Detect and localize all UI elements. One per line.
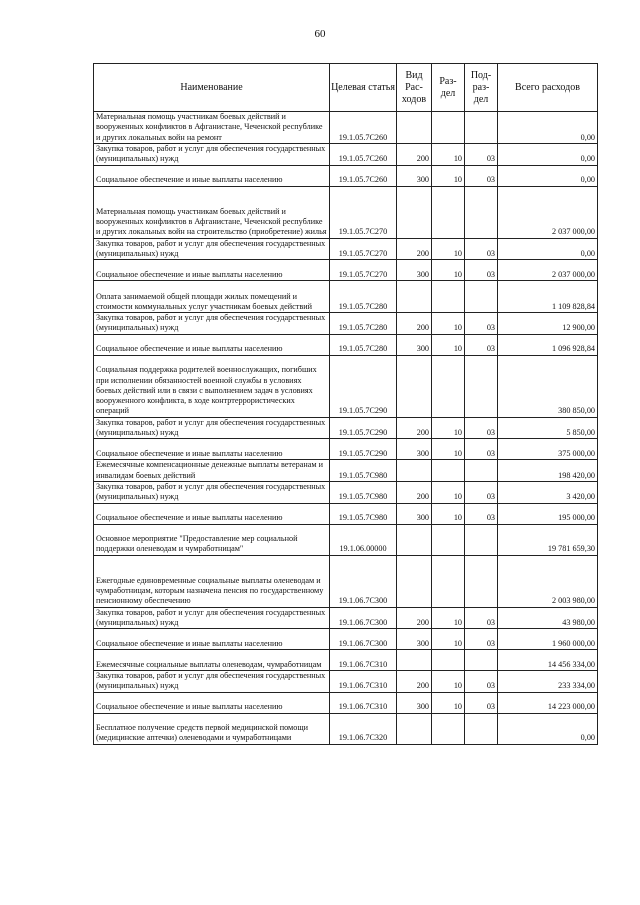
cell-section	[432, 524, 465, 555]
table-row	[94, 629, 598, 650]
cell-subsection: 03	[465, 313, 498, 335]
cell-target-article: 19.1.05.7С280	[330, 281, 397, 313]
cell-total: 1 109 828,84	[498, 281, 598, 313]
cell-expense-type	[397, 650, 432, 671]
cell-subsection	[465, 460, 498, 482]
cell-section: 10	[432, 692, 465, 713]
cell-target-article: 19.1.05.7С290	[330, 439, 397, 460]
cell-total: 233 334,00	[498, 671, 598, 693]
cell-target-article: 19.1.06.7С310	[330, 692, 397, 713]
cell-expense-type	[397, 555, 432, 607]
cell-expense-type: 200	[397, 671, 432, 693]
cell-target-article: 19.1.05.7С260	[330, 144, 397, 166]
cell-target-article: 19.1.05.7С980	[330, 503, 397, 524]
cell-expense-type: 200	[397, 481, 432, 503]
cell-total: 1 096 928,84	[498, 334, 598, 355]
cell-target-article: 19.1.06.7С300	[330, 555, 397, 607]
cell-section: 10	[432, 334, 465, 355]
cell-section	[432, 112, 465, 144]
cell-name: Социальное обеспечение и иные выплаты населению	[94, 334, 330, 355]
cell-section	[432, 460, 465, 482]
cell-section: 10	[432, 439, 465, 460]
header-section: Раз- дел	[432, 64, 465, 112]
table-row	[94, 313, 598, 335]
cell-total: 2 037 000,00	[498, 260, 598, 281]
cell-name: Закупка товаров, работ и услуг для обеспечения государственных (муниципальных) нужд	[94, 238, 330, 260]
table-row	[94, 417, 598, 439]
cell-section: 10	[432, 417, 465, 439]
cell-subsection: 03	[465, 503, 498, 524]
cell-subsection	[465, 186, 498, 238]
cell-name: Материальная помощь участникам боевых действий и вооруженных конфликтов в Афганистане, Чеченской республике и других локальных войн на строительство (приобретение) жилья	[94, 186, 330, 238]
cell-expense-type	[397, 460, 432, 482]
cell-name: Закупка товаров, работ и услуг для обеспечения государственных (муниципальных) нужд	[94, 671, 330, 693]
header-target-article: Целевая статья	[330, 64, 397, 112]
cell-target-article: 19.1.06.7С300	[330, 607, 397, 629]
cell-expense-type: 300	[397, 629, 432, 650]
cell-name: Ежегодные единовременные социальные выплаты оленеводам и чумработницам, которым назначена пенсия по государственному пенсионному обеспечению	[94, 555, 330, 607]
cell-section	[432, 555, 465, 607]
cell-target-article: 19.1.05.7С260	[330, 165, 397, 186]
cell-expense-type	[397, 524, 432, 555]
cell-total: 12 900,00	[498, 313, 598, 335]
cell-section	[432, 713, 465, 744]
cell-total: 0,00	[498, 713, 598, 744]
cell-subsection: 03	[465, 439, 498, 460]
cell-subsection: 03	[465, 629, 498, 650]
cell-subsection	[465, 555, 498, 607]
cell-subsection: 03	[465, 238, 498, 260]
cell-name: Оплата занимаемой общей площади жилых помещений и стоимости коммунальных услуг участникам боевых действий	[94, 281, 330, 313]
cell-section	[432, 186, 465, 238]
cell-name: Социальное обеспечение и иные выплаты населению	[94, 629, 330, 650]
cell-expense-type: 300	[397, 503, 432, 524]
cell-expense-type	[397, 355, 432, 417]
cell-subsection: 03	[465, 417, 498, 439]
cell-section: 10	[432, 144, 465, 166]
cell-subsection	[465, 713, 498, 744]
cell-section: 10	[432, 260, 465, 281]
table-row	[94, 692, 598, 713]
cell-target-article: 19.1.05.7С290	[330, 355, 397, 417]
table-row	[94, 112, 598, 144]
table-row	[94, 334, 598, 355]
cell-name: Ежемесячные социальные выплаты оленеводам, чумработницам	[94, 650, 330, 671]
cell-subsection	[465, 524, 498, 555]
cell-section: 10	[432, 313, 465, 335]
cell-section	[432, 650, 465, 671]
cell-total: 2 003 980,00	[498, 555, 598, 607]
cell-total: 380 850,00	[498, 355, 598, 417]
cell-name: Закупка товаров, работ и услуг для обеспечения государственных (муниципальных) нужд	[94, 144, 330, 166]
table-row	[94, 524, 598, 555]
table-row	[94, 260, 598, 281]
cell-section	[432, 355, 465, 417]
table-header-row	[94, 64, 598, 112]
cell-subsection: 03	[465, 165, 498, 186]
cell-total: 5 850,00	[498, 417, 598, 439]
cell-total: 0,00	[498, 238, 598, 260]
cell-name: Закупка товаров, работ и услуг для обеспечения государственных (муниципальных) нужд	[94, 417, 330, 439]
cell-total: 43 980,00	[498, 607, 598, 629]
cell-total: 0,00	[498, 144, 598, 166]
cell-expense-type: 200	[397, 238, 432, 260]
cell-expense-type	[397, 186, 432, 238]
cell-section: 10	[432, 238, 465, 260]
header-expense-type: Вид Рас- ходов	[397, 64, 432, 112]
cell-subsection: 03	[465, 692, 498, 713]
cell-section: 10	[432, 671, 465, 693]
cell-expense-type: 200	[397, 607, 432, 629]
cell-target-article: 19.1.05.7С980	[330, 460, 397, 482]
cell-name: Закупка товаров, работ и услуг для обеспечения государственных (муниципальных) нужд	[94, 607, 330, 629]
cell-subsection: 03	[465, 671, 498, 693]
cell-name: Социальное обеспечение и иные выплаты населению	[94, 165, 330, 186]
cell-target-article: 19.1.05.7С270	[330, 186, 397, 238]
cell-total: 375 000,00	[498, 439, 598, 460]
cell-name: Социальное обеспечение и иные выплаты населению	[94, 439, 330, 460]
cell-expense-type: 200	[397, 313, 432, 335]
cell-subsection	[465, 650, 498, 671]
cell-total: 2 037 000,00	[498, 186, 598, 238]
cell-name: Закупка товаров, работ и услуг для обеспечения государственных (муниципальных) нужд	[94, 481, 330, 503]
cell-subsection: 03	[465, 481, 498, 503]
cell-subsection	[465, 281, 498, 313]
cell-target-article: 19.1.05.7С290	[330, 417, 397, 439]
page-number: 60	[314, 28, 326, 40]
cell-name: Бесплатное получение средств первой медицинской помощи (медицинские аптечки) оленеводами и чумработницами	[94, 713, 330, 744]
header-total-expenses: Всего расходов	[498, 64, 598, 112]
cell-total: 198 420,00	[498, 460, 598, 482]
cell-expense-type: 300	[397, 692, 432, 713]
cell-subsection: 03	[465, 144, 498, 166]
cell-subsection: 03	[465, 607, 498, 629]
table-row	[94, 165, 598, 186]
cell-name: Ежемесячные компенсационные денежные выплаты ветеранам и инвалидам боевых действий	[94, 460, 330, 482]
cell-section: 10	[432, 481, 465, 503]
cell-expense-type: 300	[397, 165, 432, 186]
cell-subsection	[465, 112, 498, 144]
cell-total: 1 960 000,00	[498, 629, 598, 650]
table-row	[94, 144, 598, 166]
budget-table	[93, 63, 598, 745]
cell-expense-type: 300	[397, 260, 432, 281]
table-row	[94, 650, 598, 671]
cell-name: Закупка товаров, работ и услуг для обеспечения государственных (муниципальных) нужд	[94, 313, 330, 335]
cell-target-article: 19.1.06.7С310	[330, 650, 397, 671]
cell-target-article: 19.1.06.00000	[330, 524, 397, 555]
table-row	[94, 607, 598, 629]
cell-target-article: 19.1.05.7С980	[330, 481, 397, 503]
cell-section: 10	[432, 503, 465, 524]
cell-expense-type	[397, 713, 432, 744]
cell-subsection: 03	[465, 334, 498, 355]
cell-name: Социальное обеспечение и иные выплаты населению	[94, 692, 330, 713]
table-row	[94, 439, 598, 460]
cell-expense-type: 200	[397, 144, 432, 166]
cell-name: Социальная поддержка родителей военнослужащих, погибших при исполнении обязанностей военной службы в условиях боевых действий или в связи с выполнением задач в условиях вооруженного конфликта, в ходе контртеррористических операций	[94, 355, 330, 417]
table-row	[94, 503, 598, 524]
cell-target-article: 19.1.05.7С270	[330, 260, 397, 281]
cell-section	[432, 281, 465, 313]
cell-name: Материальная помощь участникам боевых действий и вооруженных конфликтов в Афганистане, Чеченской республике и других локальных войн на ремонт	[94, 112, 330, 144]
cell-target-article: 19.1.05.7С270	[330, 238, 397, 260]
table-row	[94, 713, 598, 744]
cell-name: Социальное обеспечение и иные выплаты населению	[94, 260, 330, 281]
table-row	[94, 186, 598, 238]
cell-expense-type: 300	[397, 439, 432, 460]
table-row	[94, 355, 598, 417]
cell-subsection: 03	[465, 260, 498, 281]
table-row	[94, 460, 598, 482]
cell-section: 10	[432, 607, 465, 629]
table-row	[94, 555, 598, 607]
table-row	[94, 281, 598, 313]
cell-expense-type	[397, 281, 432, 313]
table-row	[94, 671, 598, 693]
cell-total: 0,00	[498, 165, 598, 186]
cell-target-article: 19.1.06.7С310	[330, 671, 397, 693]
cell-target-article: 19.1.06.7С320	[330, 713, 397, 744]
cell-total: 19 781 659,30	[498, 524, 598, 555]
cell-total: 0,00	[498, 112, 598, 144]
header-subsection: Под- раз- дел	[465, 64, 498, 112]
cell-subsection	[465, 355, 498, 417]
cell-name: Социальное обеспечение и иные выплаты населению	[94, 503, 330, 524]
cell-total: 195 000,00	[498, 503, 598, 524]
cell-expense-type: 200	[397, 417, 432, 439]
header-name: Наименование	[94, 64, 330, 112]
cell-section: 10	[432, 629, 465, 650]
table-row	[94, 238, 598, 260]
cell-target-article: 19.1.05.7С260	[330, 112, 397, 144]
cell-target-article: 19.1.06.7С300	[330, 629, 397, 650]
cell-total: 14 223 000,00	[498, 692, 598, 713]
table-row	[94, 481, 598, 503]
cell-expense-type: 300	[397, 334, 432, 355]
cell-target-article: 19.1.05.7С280	[330, 334, 397, 355]
cell-total: 14 456 334,00	[498, 650, 598, 671]
cell-target-article: 19.1.05.7С280	[330, 313, 397, 335]
cell-total: 3 420,00	[498, 481, 598, 503]
cell-expense-type	[397, 112, 432, 144]
cell-section: 10	[432, 165, 465, 186]
cell-name: Основное мероприятие "Предоставление мер социальной поддержки оленеводам и чумработницам"	[94, 524, 330, 555]
